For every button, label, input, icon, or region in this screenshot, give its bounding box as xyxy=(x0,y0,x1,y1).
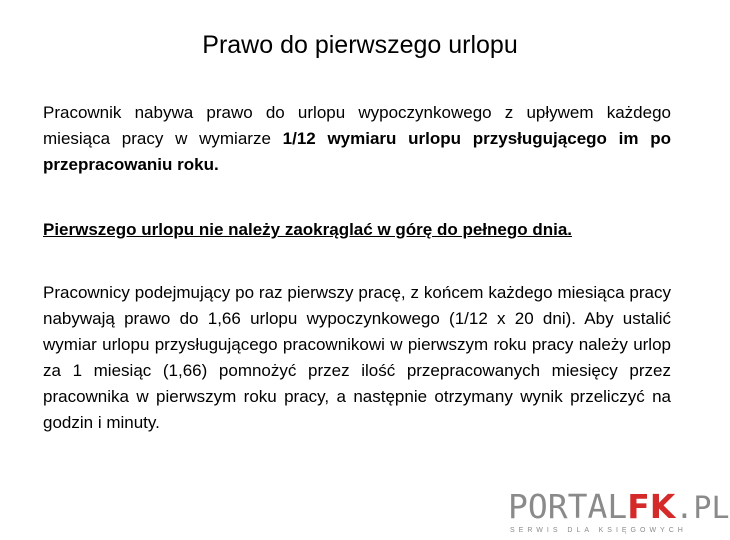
paragraph-accrual-bold: 1/12 wymiaru urlopu przysługującego im po przepracowaniu roku. xyxy=(43,129,671,174)
logo-tagline: SERWIS DLA KSIĘGOWYCH xyxy=(510,527,687,534)
logo-wordmark xyxy=(508,487,730,526)
logo-portal: PORTAL xyxy=(508,487,628,526)
portalfk-logo xyxy=(508,487,730,538)
paragraph-calculation: Pracownicy podejmujący po raz pierwszy pracę, z końcem każdego miesiąca pracy nabywają prawo do 1,66 urlopu wypoczynkowego (1/12 x 20 dni). Aby ustalić wymiar urlopu przysługującego pracownikowi w pierwszym roku pracy należy urlop za 1 miesiąc (1,66) pomnożyć przez ilość przepracowanych miesięcy przez pracownika w pierwszym roku pracy, a następnie otrzymany wynik przeliczyć na godzin i minuty. xyxy=(43,283,671,432)
paragraph-accrual-text: Pracownik nabywa prawo do urlopu wypoczynkowego z upływem każdego miesiąca pracy w wymiarze xyxy=(43,103,671,148)
logo-pl: .PL xyxy=(675,491,730,526)
logo-fk: FK xyxy=(627,487,676,526)
paragraph-accrual xyxy=(43,100,671,178)
slide-title: Prawo do pierwszego urlopu xyxy=(202,31,518,59)
paragraph-rounding-rule: Pierwszego urlopu nie należy zaokrąglać w górę do pełnego dnia. xyxy=(43,220,573,239)
